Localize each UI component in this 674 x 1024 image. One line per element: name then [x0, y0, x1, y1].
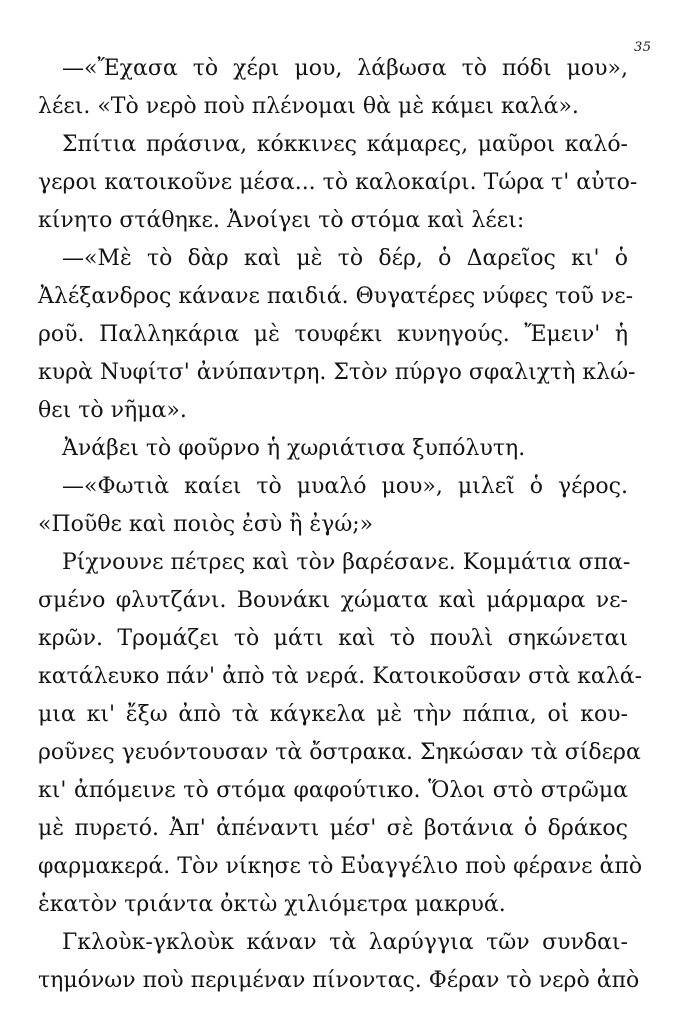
- text-line: τημόνων ποὺ περιμέναν πίνοντας. Φέραν τὸ νερὸ ἀπὸ: [38, 968, 640, 993]
- text-line: θει τὸ νῆμα».: [38, 398, 187, 423]
- text-line: Σπίτια πράσινα, κόκκινες κάμαρες, μαῦροι καλό-: [62, 132, 628, 157]
- body-text: [38, 50, 643, 1000]
- text-line: γεροι κατοικοῦνε μέσα... τὸ καλοκαίρι. Τώρα τ' αὐτο-: [38, 170, 638, 195]
- text-line: Γκλοὺκ-γκλοὺκ κάναν τὰ λαρύγγια τῶν συνδαι-: [62, 930, 628, 955]
- text-line: μὲ πυρετό. Ἀπ' ἀπέναντι μέσ' σὲ βοτάνια ὁ δράκος: [38, 816, 628, 841]
- text-line: «Ποῦθε καὶ ποιὸς ἐσὺ ἢ ἐγώ;»: [38, 512, 374, 537]
- text-line: ροῦ. Παλληκάρια μὲ τουφέκι κυνηγούς. Ἔμειν' ἡ: [38, 322, 628, 347]
- text-line: ἑκατὸν τριάντα ὀκτὼ χιλιόμετρα μακρυά.: [38, 892, 506, 917]
- page-number: 35: [634, 40, 652, 55]
- text-line: λέει. «Τὸ νερὸ ποὺ πλένομαι θὰ μὲ κάμει καλά».: [38, 94, 579, 119]
- text-line: Ἀλέξανδρος κάνανε παιδιά. Θυγατέρες νύφες τοῦ νε-: [38, 284, 634, 309]
- text-line: Ἀνάβει τὸ φοῦρνο ἡ χωριάτισα ξυπόλυτη.: [62, 436, 526, 461]
- text-line: σμένο φλυτζάνι. Βουνάκι χώματα καὶ μάρμαρα νε-: [38, 588, 628, 613]
- text-line: Ρίχνουνε πέτρες καὶ τὸν βαρέσανε. Κομμάτια σπα-: [62, 550, 631, 575]
- text-line: κυρὰ Νυφίτσ' ἀνύπαντρη. Στὸν πύργο σφαλιχτὴ κλώ-: [38, 360, 636, 385]
- text-line: κρῶν. Τρομάζει τὸ μάτι καὶ τὸ πουλὶ σηκώνεται: [38, 626, 628, 651]
- text-line: κατάλευκο πάν' ἀπὸ τὰ νερά. Κατοικοῦσαν στὰ καλά-: [38, 664, 643, 689]
- text-line: κίνητο στάθηκε. Ἀνοίγει τὸ στόμα καὶ λέει:: [38, 208, 525, 233]
- text-line: —«Μὲ τὸ δὰρ καὶ μὲ τὸ δέρ, ὁ Δαρεῖος κι' ὁ: [62, 246, 628, 271]
- text-line: μια κι' ἔξω ἀπὸ τὰ κάγκελα μὲ τὴν πάπια, οἱ κου-: [38, 702, 628, 727]
- text-line: —«Φωτιὰ καίει τὸ μυαλό μου», μιλεῖ ὁ γέρος.: [62, 474, 628, 499]
- text-line: κι' ἀπόμεινε τὸ στόμα φαφούτικο. Ὅλοι στὸ στρῶμα: [38, 778, 628, 803]
- text-line: φαρμακερά. Τὸν νίκησε τὸ Εὐαγγέλιο ποὺ φέρανε ἀπὸ: [38, 854, 643, 879]
- text-line: —«Ἔχασα τὸ χέρι μου, λάβωσα τὸ πόδι μου»,: [62, 56, 628, 81]
- text-line: ροῦνες γευόντουσαν τὰ ὄστρακα. Σηκώσαν τὰ σίδερα: [38, 740, 641, 765]
